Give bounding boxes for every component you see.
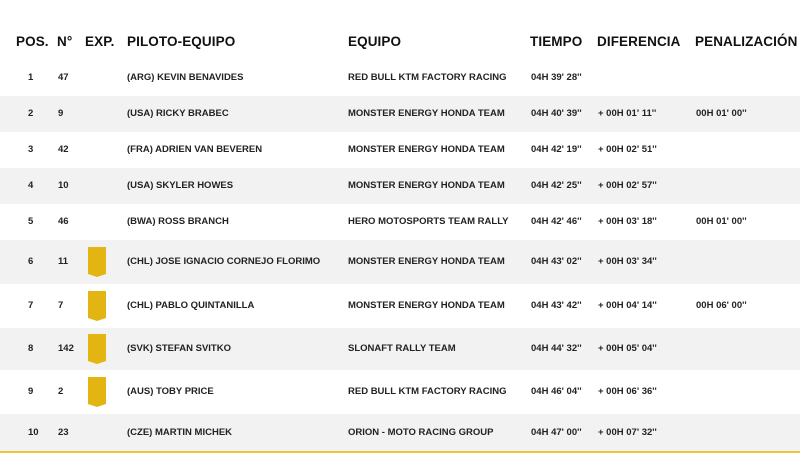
- cell-team: HERO MOTOSPORTS TEAM RALLY: [348, 216, 509, 227]
- table-row: [0, 132, 800, 168]
- cell-difference: + 00H 06' 36'': [598, 386, 657, 397]
- cell-pos: 3: [28, 144, 34, 155]
- cell-difference: + 00H 03' 34'': [598, 256, 657, 267]
- cell-time: 04H 42' 46'': [531, 216, 582, 227]
- cell-difference: + 00H 04' 14'': [598, 300, 657, 311]
- cell-team: ORION - MOTO RACING GROUP: [348, 427, 494, 438]
- header-difference: DIFERENCIA: [597, 34, 681, 49]
- header-number: N°: [57, 34, 73, 49]
- cell-pos: 1: [28, 72, 34, 83]
- cell-pilot: (USA) RICKY BRABEC: [127, 108, 229, 119]
- table-header: [0, 34, 800, 54]
- cell-difference: + 00H 02' 57'': [598, 180, 657, 191]
- expert-badge-icon: [88, 291, 106, 321]
- cell-difference: + 00H 07' 32'': [598, 427, 657, 438]
- cell-pilot: (CZE) MARTIN MICHEK: [127, 427, 233, 438]
- table-row: [0, 284, 800, 328]
- cell-time: 04H 42' 19'': [531, 144, 582, 155]
- cell-team: MONSTER ENERGY HONDA TEAM: [348, 144, 505, 155]
- cell-pos: 6: [28, 256, 34, 267]
- table-row: [0, 60, 800, 96]
- cell-team: MONSTER ENERGY HONDA TEAM: [348, 256, 505, 267]
- cell-number: 2: [58, 386, 64, 397]
- header-pos: POS.: [16, 34, 49, 49]
- table-row: [0, 370, 800, 414]
- cell-number: 46: [58, 216, 69, 227]
- cell-number: 10: [58, 180, 69, 191]
- cell-team: MONSTER ENERGY HONDA TEAM: [348, 300, 505, 311]
- cell-time: 04H 46' 04'': [531, 386, 582, 397]
- expert-badge-icon: [88, 247, 106, 277]
- table-row: [0, 96, 800, 132]
- cell-pos: 9: [28, 386, 34, 397]
- cell-pilot: (USA) SKYLER HOWES: [127, 180, 234, 191]
- cell-time: 04H 44' 32'': [531, 343, 582, 354]
- cell-pilot: (ARG) KEVIN BENAVIDES: [127, 72, 244, 83]
- cell-time: 04H 43' 02'': [531, 256, 582, 267]
- cell-number: 9: [58, 108, 64, 119]
- cell-team: MONSTER ENERGY HONDA TEAM: [348, 108, 505, 119]
- cell-team: RED BULL KTM FACTORY RACING: [348, 386, 507, 397]
- cell-penalty: 00H 01' 00'': [696, 108, 747, 119]
- cell-pilot: (AUS) TOBY PRICE: [127, 386, 214, 397]
- cell-number: 11: [58, 256, 69, 267]
- cell-team: RED BULL KTM FACTORY RACING: [348, 72, 507, 83]
- expert-badge-icon: [88, 334, 106, 364]
- header-team: EQUIPO: [348, 34, 402, 49]
- cell-pos: 4: [28, 180, 34, 191]
- cell-pos: 7: [28, 300, 34, 311]
- table-row: [0, 168, 800, 204]
- cell-penalty: 00H 06' 00'': [696, 300, 747, 311]
- header-expert: EXP.: [85, 34, 115, 49]
- cell-number: 42: [58, 144, 69, 155]
- cell-team: SLONAFT RALLY TEAM: [348, 343, 456, 354]
- table-row: [0, 414, 800, 451]
- expert-badge-icon: [88, 377, 106, 407]
- cell-pilot: (BWA) ROSS BRANCH: [127, 216, 229, 227]
- cell-time: 04H 43' 42'': [531, 300, 582, 311]
- header-penalty: PENALIZACIÓN: [695, 34, 798, 49]
- cell-difference: + 00H 01' 11'': [598, 108, 657, 119]
- cell-number: 142: [58, 343, 74, 354]
- table-row: [0, 240, 800, 284]
- cell-number: 7: [58, 300, 64, 311]
- cell-time: 04H 47' 00'': [531, 427, 582, 438]
- cell-pilot: (CHL) JOSE IGNACIO CORNEJO FLORIMO: [127, 256, 321, 267]
- header-pilot: PILOTO-EQUIPO: [127, 34, 236, 49]
- cell-pilot: (CHL) PABLO QUINTANILLA: [127, 300, 255, 311]
- cell-pos: 5: [28, 216, 34, 227]
- cell-pos: 10: [28, 427, 39, 438]
- table-row: [0, 328, 800, 370]
- cell-time: 04H 40' 39'': [531, 108, 582, 119]
- cell-team: MONSTER ENERGY HONDA TEAM: [348, 180, 505, 191]
- cell-penalty: 00H 01' 00'': [696, 216, 747, 227]
- cell-pos: 2: [28, 108, 34, 119]
- cell-pos: 8: [28, 343, 34, 354]
- cell-number: 47: [58, 72, 69, 83]
- cell-difference: + 00H 05' 04'': [598, 343, 657, 354]
- cell-difference: + 00H 02' 51'': [598, 144, 657, 155]
- cell-pilot: (SVK) STEFAN SVITKO: [127, 343, 231, 354]
- cell-time: 04H 39' 28'': [531, 72, 582, 83]
- cell-difference: + 00H 03' 18'': [598, 216, 657, 227]
- cell-time: 04H 42' 25'': [531, 180, 582, 191]
- cell-number: 23: [58, 427, 69, 438]
- cell-pilot: (FRA) ADRIEN VAN BEVEREN: [127, 144, 263, 155]
- table-row: [0, 204, 800, 240]
- header-time: TIEMPO: [530, 34, 583, 49]
